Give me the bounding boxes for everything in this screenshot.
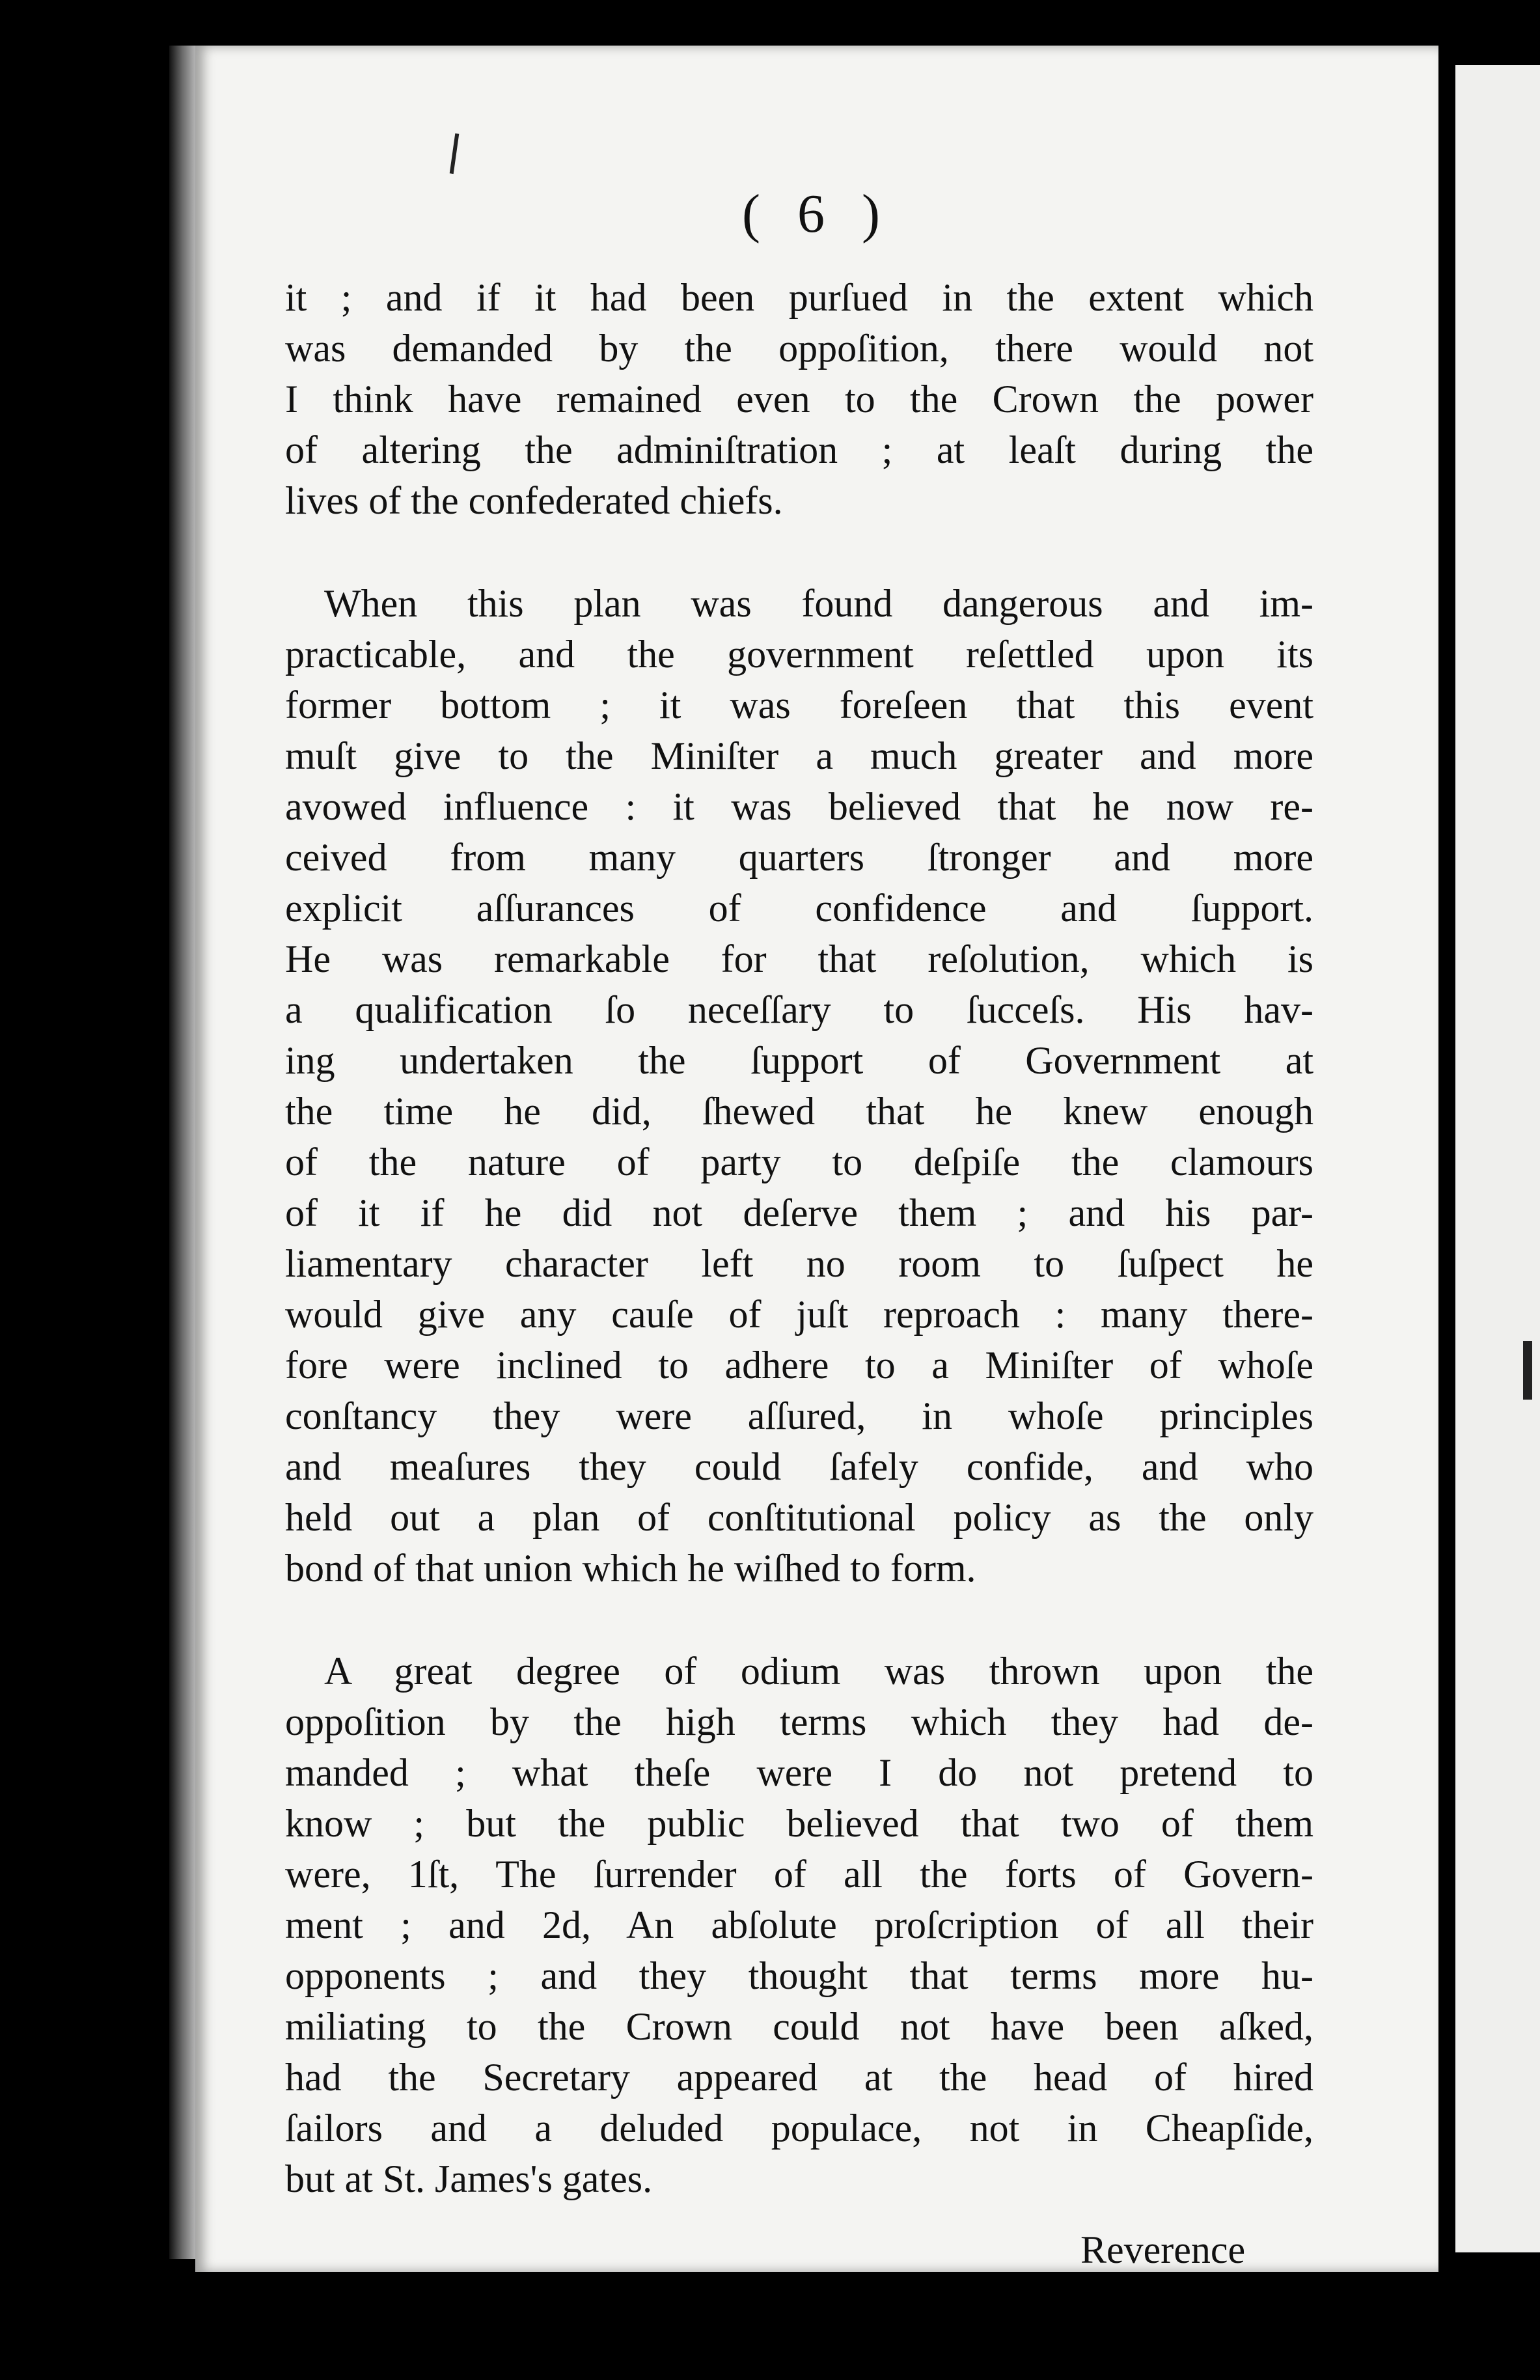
text-line: fore were inclined to adhere to a Miniſter of whoſe xyxy=(285,1344,1313,1387)
text-line: was demanded by the oppoſition, there would not xyxy=(285,327,1313,370)
text-line: ſailors and a deluded populace, not in Cheapſide, xyxy=(285,2107,1313,2150)
text-line: of it if he did not deſerve them ; and his par- xyxy=(285,1191,1313,1234)
text-line: I think have remained even to the Crown the power xyxy=(285,378,1313,421)
text-line: and meaſures they could ſafely confide, and who xyxy=(285,1445,1313,1488)
text-line: former bottom ; it was foreſeen that this event xyxy=(285,684,1313,726)
text-line: a qualification ſo neceſſary to ſucceſs. His hav- xyxy=(285,988,1313,1031)
text-line: miliating to the Crown could not have been aſked, xyxy=(285,2005,1313,2048)
text-line: lives of the confederated chiefs. xyxy=(285,479,783,522)
text-line: ing undertaken the ſupport of Government at xyxy=(285,1039,1313,1082)
text-line: bond of that union which he wiſhed to form. xyxy=(285,1547,976,1590)
text-line: of altering the adminiſtration ; at leaſt during the xyxy=(285,428,1313,471)
facing-page-mark xyxy=(1523,1341,1532,1400)
text-line: of the nature of party to deſpiſe the clamours xyxy=(285,1141,1313,1183)
body-text xyxy=(285,272,1313,2204)
text-line: it ; and if it had been purſued in the extent which xyxy=(285,276,1313,319)
text-line: ment ; and 2d, An abſolute proſcription of all their xyxy=(285,1903,1313,1946)
text-line: A great degree of odium was thrown upon the xyxy=(324,1650,1313,1693)
text-line: opponents ; and they thought that terms more hu- xyxy=(285,1954,1313,1997)
text-line: practicable, and the government reſettled upon its xyxy=(285,633,1313,676)
text-line: manded ; what theſe were I do not pretend to xyxy=(285,1751,1313,1794)
text-line: oppoſition by the high terms which they had de- xyxy=(285,1700,1313,1743)
paragraph-3 xyxy=(285,1646,1313,2204)
text-line: the time he did, ſhewed that he knew enough xyxy=(285,1090,1313,1133)
text-line: were, 1ſt, The ſurrender of all the forts of Govern- xyxy=(285,1853,1313,1896)
paragraph-1 xyxy=(285,272,1313,526)
text-line: muſt give to the Miniſter a much greater and more xyxy=(285,734,1313,777)
text-line: He was remarkable for that reſolution, which is xyxy=(285,937,1313,980)
text-line: had the Secretary appeared at the head of hired xyxy=(285,2056,1313,2099)
text-line: ceived from many quarters ſtronger and more xyxy=(285,836,1313,879)
text-line: would give any cauſe of juſt reproach : many there- xyxy=(285,1293,1313,1336)
text-line: held out a plan of conſtitutional policy as the only xyxy=(285,1496,1313,1539)
paragraph-2 xyxy=(285,578,1313,1594)
text-line: conſtancy they were aſſured, in whoſe principles xyxy=(285,1394,1313,1437)
catchword: Reverence xyxy=(1080,2228,1246,2271)
text-line: explicit aſſurances of confidence and ſupport. xyxy=(285,887,1313,930)
page-number: ( 6 ) xyxy=(742,184,892,244)
facing-page-edge xyxy=(1455,65,1540,2252)
text-line: know ; but the public believed that two of them xyxy=(285,1802,1313,1845)
text-line: When this plan was found dangerous and im- xyxy=(324,582,1313,625)
text-line: liamentary character left no room to ſuſpect he xyxy=(285,1242,1313,1285)
text-line: but at St. James's gates. xyxy=(285,2157,653,2200)
text-line: avowed influence : it was believed that he now re- xyxy=(285,785,1313,828)
